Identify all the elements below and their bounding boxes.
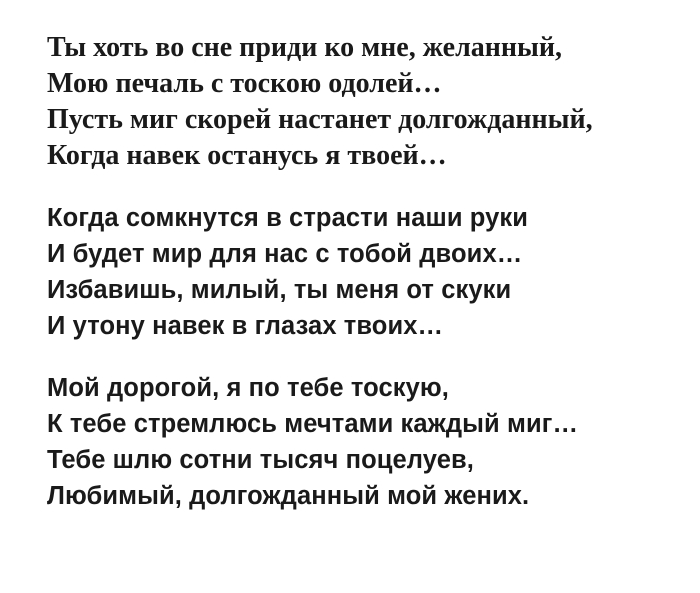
poem-line: И будет мир для нас с тобой двоих… xyxy=(47,240,523,268)
poem-stanza xyxy=(47,30,593,174)
poem-line: Когда навек останусь я твоей… xyxy=(47,140,447,171)
poem-stanza xyxy=(47,200,528,344)
poem-line: И утону навек в глазах твоих… xyxy=(47,312,444,340)
poem-line: Когда сомкнутся в страсти наши руки xyxy=(47,204,529,232)
poem-line: Любимый, долгожданный мой жених. xyxy=(47,482,530,510)
poem-line: К тебе стремлюсь мечтами каждый миг… xyxy=(47,410,579,438)
poem-stanza xyxy=(47,370,578,514)
poem-line: Мою печаль с тоскою одолей… xyxy=(47,68,442,99)
poem-line: Тебе шлю сотни тысяч поцелуев, xyxy=(47,446,474,474)
poem-line: Ты хоть во сне приди ко мне, желанный, xyxy=(47,32,563,63)
poem-line: Избавишь, милый, ты меня от скуки xyxy=(47,276,512,304)
poem-line: Пусть миг скорей настанет долгожданный, xyxy=(47,104,593,135)
poem-line: Мой дорогой, я по тебе тоскую, xyxy=(47,374,449,402)
